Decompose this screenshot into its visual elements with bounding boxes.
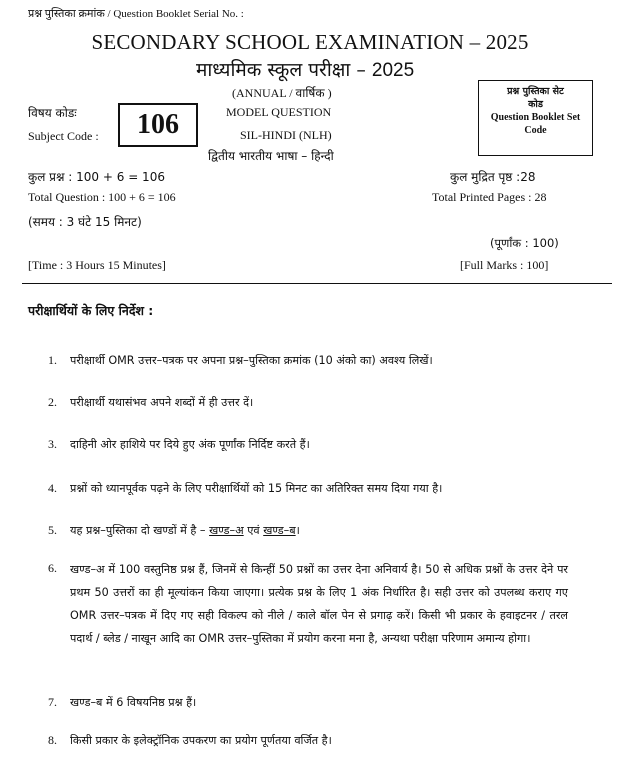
exam-type: (ANNUAL / वार्षिक ) [232, 86, 332, 100]
instruction-item [48, 558, 568, 650]
booklet-set-label-hindi-2: कोड [528, 99, 543, 110]
booklet-set-label-english-1: Question Booklet Set [490, 112, 581, 123]
instruction-item [48, 730, 568, 752]
exam-title-hindi [196, 56, 414, 82]
serial-number-label: प्रश्न पुस्तिका क्रमांक / Question Booklet Serial No. : [28, 8, 244, 20]
total-pages-english: Total Printed Pages : 28 [432, 190, 547, 204]
header-divider [22, 283, 612, 284]
instruction-text: दाहिनी ओर हाशिये पर दिये हुए अंक पूर्णांक निर्दिष्ट करते हैं। [70, 438, 310, 451]
full-marks-english: [Full Marks : 100] [460, 258, 549, 272]
instruction-number: 4. [48, 481, 57, 495]
instruction-text: परीक्षार्थी OMR उत्तर–पत्रक पर अपना प्रश्न–पुस्तिका क्रमांक (10 अंको का) अवश्य लिखें। [70, 354, 433, 367]
instruction-text-part: । [295, 524, 300, 537]
model-question-label: MODEL QUESTION [226, 105, 332, 119]
instruction-number: 2. [48, 395, 57, 409]
subject-code-box: 106 [118, 103, 198, 147]
total-questions-hindi: कुल प्रश्न : 100 + 6 = 106 [28, 170, 165, 184]
language-label: द्वितीय भारतीय भाषा – हिन्दी [208, 149, 334, 163]
subject-code-label-english: Subject Code : [28, 129, 99, 143]
booklet-set-code-box [478, 80, 593, 156]
instruction-text [70, 520, 568, 542]
instruction-item [48, 350, 568, 372]
instruction-item [48, 520, 568, 542]
instruction-number: 3. [48, 437, 57, 451]
instruction-number: 7. [48, 695, 57, 709]
section-b-label: खण्ड–ब [263, 524, 296, 537]
exam-title-english: SECONDARY SCHOOL EXAMINATION – 2025 [91, 30, 529, 54]
booklet-set-label-hindi-1: प्रश्न पुस्तिका सेट [507, 86, 564, 97]
total-pages-hindi: कुल मुद्रित पृष्ठ :28 [450, 170, 536, 184]
instruction-number: 5. [48, 523, 57, 537]
instruction-item [48, 434, 568, 456]
instruction-text: किसी प्रकार के इलेक्ट्रॉनिक उपकरण का प्रयोग पूर्णतया वर्जित है। [70, 734, 332, 747]
total-questions-english: Total Question : 100 + 6 = 106 [28, 190, 176, 204]
time-hindi: (समय : 3 घंटे 15 मिनट) [28, 215, 142, 229]
exam-title-hindi-year: 2025 [371, 60, 415, 81]
instruction-number: 8. [48, 733, 57, 747]
instruction-text: परीक्षार्थी यथासंभव अपने शब्दों में ही उत्तर दें। [70, 396, 254, 409]
instruction-text: खण्ड–अ में 100 वस्तुनिष्ठ प्रश्न हैं, जिनमें से किन्हीं 50 प्रश्नों का उत्तर देना अनिवार्य है। 50 से अधिक प्रश्नों के उत्तर देने पर प्रथम 50 उत्तरों का ही मूल्यांकन किया जाएगा। प्रत्येक प्रश्न के लिए 1 अंक निर्धारित है। सही उत्तर को उपलब्ध कराए गए OMR उत्तर–पत्रक में दिए गए सही विकल्प को नीले / काले बॉल पेन से प्रगाढ़ करें। किसी भी प्रकार के हवाइटनर / तरल पदार्थ / ब्लेड / नाखून आदि का OMR उत्तर–पुस्तिका में प्रयोग करना मना है, अन्यथा परीक्षा परिणाम अमान्य होगा। [70, 563, 568, 645]
time-english: [Time : 3 Hours 15 Minutes] [28, 258, 166, 272]
full-marks-hindi: (पूर्णांक : 100) [490, 236, 559, 250]
booklet-set-label-english-2: Code [524, 125, 547, 136]
instruction-text: प्रश्नों को ध्यानपूर्वक पढ़ने के लिए परीक्षार्थियों को 15 मिनट का अतिरिक्त समय दिया गया है। [70, 482, 443, 495]
instruction-item [48, 692, 568, 714]
exam-title-hindi-text: माध्यमिक स्कूल परीक्षा – [196, 59, 366, 81]
instruction-item [48, 392, 568, 414]
instruction-number: 1. [48, 353, 57, 367]
instruction-text-part: यह प्रश्न–पुस्तिका दो खण्डों में है – [70, 524, 210, 537]
instruction-text: खण्ड–ब में 6 विषयनिष्ठ प्रश्न हैं। [70, 696, 197, 709]
section-a-label: खण्ड–अ [209, 524, 244, 537]
instruction-number: 6. [48, 561, 57, 575]
instruction-item [48, 478, 568, 500]
subject-name: SIL-HINDI (NLH) [240, 128, 332, 142]
instruction-text-part: एवं [243, 524, 264, 537]
subject-code-label-hindi: विषय कोडः [28, 106, 77, 120]
instructions-heading: परीक्षार्थियों के लिए निर्देश : [28, 303, 154, 318]
